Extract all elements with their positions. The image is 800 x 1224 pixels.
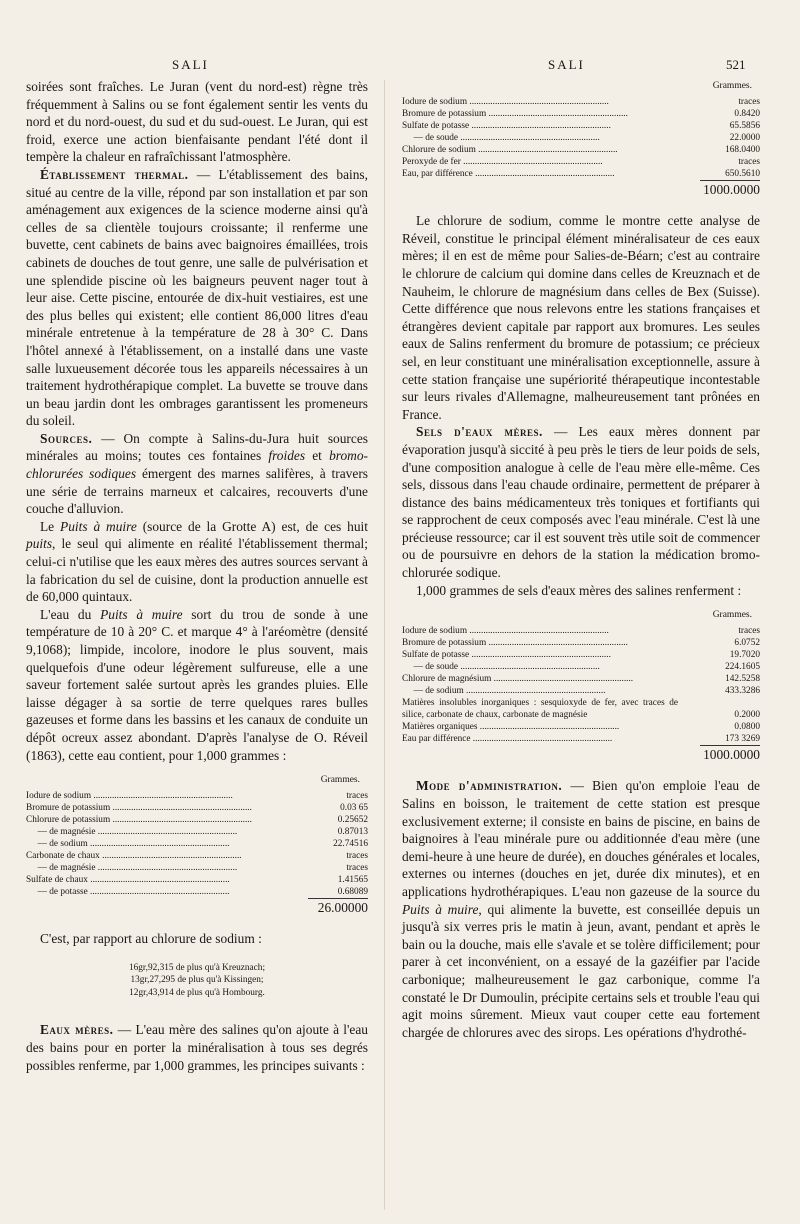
table-row bbox=[402, 96, 760, 108]
heading-etablissement: Établissement thermal. bbox=[40, 166, 189, 182]
table1-total-row bbox=[26, 898, 368, 917]
table1-label: — de magnésie ............................................................ bbox=[26, 826, 238, 837]
table-row bbox=[26, 826, 368, 838]
comparison-item: 12gr,43,914 de plus qu'à Hombourg. bbox=[129, 987, 265, 998]
left-column bbox=[26, 78, 368, 1074]
text-sources-c: émergent des marnes salifères, à travers une série de terrains marneux et calcaires, recouverts d'une couche d'alluvion. bbox=[26, 466, 368, 517]
table-row bbox=[402, 156, 760, 168]
table-row bbox=[26, 838, 368, 850]
running-head-center: SALI bbox=[548, 57, 585, 72]
table3-unit: Grammes. bbox=[712, 610, 752, 621]
table3-note-value: 0.2000 bbox=[734, 709, 760, 720]
table3-value: 433.3286 bbox=[725, 685, 760, 696]
table3-total: 1000.0000 bbox=[700, 745, 760, 764]
text-puits-word: puits bbox=[26, 536, 53, 552]
text-etablissement: — L'établissement des bains, situé au centre de la ville, répond par son installation et par son aménagement aux exigences de la science moderne ainsi qu'à celles de sa clientèle toujours croissante; il renferme une buvette, cent cabinets de bains avec baignoires émaillées, trois cabinets de douches de tout genre, une salle de pulvérisation et une splendide piscine où les baigneurs peuvent nager tout à leur aise. Cette piscine, entourée de dix-huit vestiaires, est une des plus belles qui existent; elle contient 86,000 litres d'eau minérale entretenue à la température de 28 à 30° C. Dans l'hôtel annexé à l'établissement, on a installé dans une vaste salle luxueusement décorée tous les appareils nécessaires à un traitement hydrothérapique complet. La buvette se trouve dans un beau jardin dont les ombrages garantissent les promeneurs du soleil. bbox=[26, 166, 368, 429]
table-row bbox=[402, 120, 760, 132]
table1-value: 0.87013 bbox=[337, 826, 368, 837]
table1-label: Carbonate de chaux ............................................................ bbox=[26, 850, 242, 861]
paragraph-cest: C'est, par rapport au chlorure de sodium : bbox=[40, 931, 262, 947]
table-row bbox=[402, 673, 760, 685]
paragraph-climate: soirées sont fraîches. Le Juran (vent du nord-est) règne très fréquemment à Salins ou se font également sentir les vents du nord et du nord-ouest, du sud et du sud-ouest. Le Juran, qui est froid, exerce une action bienfaisante pendant l'été dont il tempère la chaleur en rafraîchissant l'atmosphère. bbox=[26, 79, 368, 165]
table-row bbox=[402, 637, 760, 649]
table3-value: 6.0752 bbox=[734, 637, 760, 648]
table3-label: Sulfate de potasse ............................................................ bbox=[402, 649, 611, 660]
heading-sels: Sels d'eaux mères. bbox=[416, 424, 543, 440]
heading-eaux-meres: Eaux mères. bbox=[40, 1022, 114, 1038]
table3-note: Matières insolubles inorganiques : sesquioxyde de fer, avec traces de silice, carbonate de chaux, carbonate de magnésie bbox=[402, 697, 678, 720]
text-mode-b: , qui alimente la buvette, est conseillée depuis un jusqu'à six verres pris le matin à jeun, avant, pendant et après le bain ou la douche, mais elle s'avale et se tolère difficilement; pour parer à cet inconvénient, on a essayé de la gazéifier par l'acide carbonique; malheureusement le gaz carbonique, comme l'a constaté le Dr Dumoulin, précipite certains sels et trouble l'eau qui agit moins sûrement. Mieux vaut couper cette eau fortement chargée de chlorures avec des sirops. Les opérations d'hydrothé- bbox=[402, 901, 760, 1040]
table2-value: 65.5856 bbox=[729, 120, 760, 131]
table2-label: Peroxyde de fer ............................................................ bbox=[402, 156, 603, 167]
table3-total-row bbox=[402, 745, 760, 764]
table-row bbox=[402, 132, 760, 144]
table-row bbox=[402, 168, 760, 180]
analysis-table-sels bbox=[402, 625, 760, 697]
paragraph-eau bbox=[26, 606, 368, 764]
paragraph-puits bbox=[26, 518, 368, 606]
table-row bbox=[26, 850, 368, 862]
table3-label: Matières organiques ............................................................ bbox=[402, 721, 620, 732]
table1-label: — de potasse ............................................................ bbox=[26, 886, 230, 897]
table-row bbox=[26, 862, 368, 874]
text-sources-b: et bbox=[305, 448, 330, 464]
table1-value: 0.03 65 bbox=[340, 802, 368, 813]
table-row bbox=[402, 733, 760, 745]
table2-unit: Grammes. bbox=[712, 81, 752, 91]
table1-unit: Grammes. bbox=[320, 775, 360, 786]
table1-value: 0.25652 bbox=[337, 814, 368, 825]
table2-label: — de soude ............................................................ bbox=[402, 132, 600, 143]
comparison-item: 13gr,27,295 de plus qu'à Kissingen; bbox=[130, 975, 264, 986]
table3-value: 0.0800 bbox=[734, 721, 760, 732]
table2-label: Eau, par différence ............................................................ bbox=[402, 168, 615, 179]
paragraph-eaux-meres bbox=[26, 1021, 368, 1074]
table2-label: Bromure de potassium ............................................................ bbox=[402, 108, 628, 119]
table1-label: Sulfate de chaux ............................................................ bbox=[26, 874, 230, 885]
table2-label: Chlorure de sodium ............................................................ bbox=[402, 144, 618, 155]
paragraph-mode bbox=[402, 777, 760, 1041]
analysis-table-sels-rest bbox=[402, 721, 760, 745]
column-divider bbox=[384, 80, 385, 1210]
table2-value: 22.0000 bbox=[729, 132, 760, 143]
analysis-table-eau-mere bbox=[402, 96, 760, 180]
table-row bbox=[402, 685, 760, 697]
table2-value: 168.0400 bbox=[725, 144, 760, 155]
table1-label: Bromure de potassium ............................................................ bbox=[26, 802, 252, 813]
page-number: 521 bbox=[726, 57, 746, 72]
paragraph-sources bbox=[26, 430, 368, 518]
text-sels: — Les eaux mères donnent par évaporation jusqu'à siccité à peu près le tiers de leur poids de sels, d'une composition analogue à celle de l'eau mère elle-même. Ces sels, dissous dans l'eau chaude ordinaire, permettent de préparer à distance des bains médicamenteux très toniques et fortifiants qui se rapprochent de ceux composés avec l'eau minérale. C'est là une précieuse ressource; car il est souvent très utile soit de commencer ou de poursuivre en dehors de la station la médication bromo-chlorurée sodique. bbox=[402, 424, 760, 581]
table-row bbox=[402, 649, 760, 661]
table-row bbox=[26, 814, 368, 826]
text-puits-name: Puits à muire bbox=[60, 518, 137, 534]
text-mode-puits: Puits à muire bbox=[402, 901, 479, 917]
table-row bbox=[402, 144, 760, 156]
table3-label: Bromure de potassium ............................................................ bbox=[402, 637, 628, 648]
table3-value: 224.1605 bbox=[725, 661, 760, 672]
table1-label: Chlorure de potassium ............................................................ bbox=[26, 814, 252, 825]
table3-note-table bbox=[402, 697, 760, 721]
table-row bbox=[402, 721, 760, 733]
heading-mode: Mode d'administration. bbox=[416, 778, 563, 794]
table3-label: — de soude ............................................................ bbox=[402, 661, 600, 672]
table2-label: Iodure de sodium ............................................................ bbox=[402, 96, 609, 107]
table3-value: 142.5258 bbox=[725, 673, 760, 684]
table2-value: traces bbox=[738, 96, 760, 107]
table1-label: Iodure de sodium ............................................................ bbox=[26, 790, 233, 801]
heading-sources: Sources. bbox=[40, 430, 93, 446]
table-row bbox=[26, 802, 368, 814]
text-mode-a: — Bien qu'on emploie l'eau de Salins en boisson, le traitement de cette station est presque exclusivement externe; il consiste en bains de piscine, en bains de baignoires à l'eau minérale pure ou additionnée d'eau mère (une demi-heure à une heure de durée), en douches générales et locales, externes ou internes (douches en jet, durée dix minutes), et en applications hydrothérapiques. L'eau non gazeuse de la source du bbox=[402, 778, 760, 899]
table3-label: — de sodium ............................................................ bbox=[402, 685, 606, 696]
paragraph-1000: 1,000 grammes de sels d'eaux mères des salines renferment : bbox=[416, 582, 742, 598]
table1-label: — de magnésie ............................................................ bbox=[26, 862, 238, 873]
table2-value: 0.8420 bbox=[734, 108, 760, 119]
table3-value: 19.7020 bbox=[729, 649, 760, 660]
table2-total-row bbox=[402, 180, 760, 199]
text-eau-name: Puits à muire bbox=[100, 606, 183, 622]
text-puits-a: Le bbox=[40, 518, 61, 534]
text-eau-b: sort du trou de sonde à une température de 10 à 20° C. et marque 4° à l'aréomètre (densité 9,1068); limpide, incolore, inodore le plus souvent, mais quelquefois d'une odeur légèrement sulfureuse, elle a une saveur fortement salée surtout après les grandes pluies. Elle laisse dégager à sa sortie de terre quelques rares bulles gazeuses et forme dans les bassins et les canaux de conduite un dépôt ocreux assez abondant. D'après l'analyse de O. Réveil (1863), cette eau contient, pour 1,000 grammes : bbox=[26, 606, 368, 763]
table-row bbox=[26, 874, 368, 886]
table1-total: 26.00000 bbox=[308, 898, 368, 917]
table-row bbox=[402, 625, 760, 637]
table-row bbox=[402, 108, 760, 120]
analysis-table-water bbox=[26, 790, 368, 898]
comparison-item: 16gr,92,315 de plus qu'à Kreuznach; bbox=[128, 962, 266, 973]
comparison-list bbox=[26, 962, 368, 1000]
table2-label: Sulfate de potasse ............................................................ bbox=[402, 120, 611, 131]
table1-value: 0.68089 bbox=[337, 886, 368, 897]
table-row bbox=[26, 790, 368, 802]
text-sources-froides: froides bbox=[268, 448, 306, 464]
running-head-left: SALI bbox=[172, 57, 209, 72]
paragraph-chlorure: Le chlorure de sodium, comme le montre cette analyse de Réveil, constitue le principal élément minéralisateur de ces eaux mères; il en est de même pour Salies-de-Béarn; c'est au contraire le chlorure de calcium qui domine dans celles de Kreuznach et de Nauheim, le chlorure de magnésium dans celles de Bex (Suisse). Cette différence que nous relevons entre les stations françaises et étrangères devient capitale par rapport aux bromures. Les seules eaux de Salins renferment du bromure de potassium; ce précieux sel, en leur constituant une minéralisation exceptionnelle, assure à cette station française une supériorité thérapeutique incontestable sur leurs rivales d'Allemagne, malheureusement tant prônées en France. bbox=[402, 213, 760, 422]
table-row bbox=[402, 661, 760, 673]
table3-value: 173 3269 bbox=[725, 733, 760, 744]
paragraph-sels bbox=[402, 423, 760, 581]
text-puits-c: , le seul qui alimente en réalité l'établissement thermal; celui-ci n'utilise que les eaux mères des autres sources servant à la fabrication du sel de cuisine, dont la production annuelle est de 60,000 quintaux. bbox=[26, 536, 368, 605]
table3-label: Eau par différence ............................................................ bbox=[402, 733, 613, 744]
text-eau-a: L'eau du bbox=[40, 606, 101, 622]
table-row bbox=[26, 886, 368, 898]
paragraph-etablissement bbox=[26, 166, 368, 430]
table1-value: 1.41565 bbox=[337, 874, 368, 885]
text-eaux-meres: — L'eau mère des salines qu'on ajoute à l'eau des bains pour en porter la minéralisation à tous ses degrés possibles renferme, par 1,000 grammes, les principes suivants : bbox=[26, 1022, 368, 1073]
table1-value: traces bbox=[346, 790, 368, 801]
table3-value: traces bbox=[738, 625, 760, 636]
text-sources-bromo: bromo-chlorurées sodiques bbox=[26, 448, 369, 482]
table2-total: 1000.0000 bbox=[700, 180, 760, 199]
right-column bbox=[402, 78, 760, 1041]
text-puits-b: (source de la Grotte A) est, de ces huit bbox=[136, 518, 368, 534]
table3-label: Chlorure de magnésium ............................................................ bbox=[402, 673, 634, 684]
table2-value: traces bbox=[738, 156, 760, 167]
table1-value: 22.74516 bbox=[333, 838, 368, 849]
table1-value: traces bbox=[346, 862, 368, 873]
table2-value: 650.5610 bbox=[725, 168, 760, 179]
text-sources-a: — On compte à Salins-du-Jura huit sources minérales au moins; toutes ces fontaines bbox=[26, 430, 368, 464]
table1-value: traces bbox=[346, 850, 368, 861]
table3-label: Iodure de sodium ............................................................ bbox=[402, 625, 609, 636]
table1-label: — de sodium ............................................................ bbox=[26, 838, 230, 849]
